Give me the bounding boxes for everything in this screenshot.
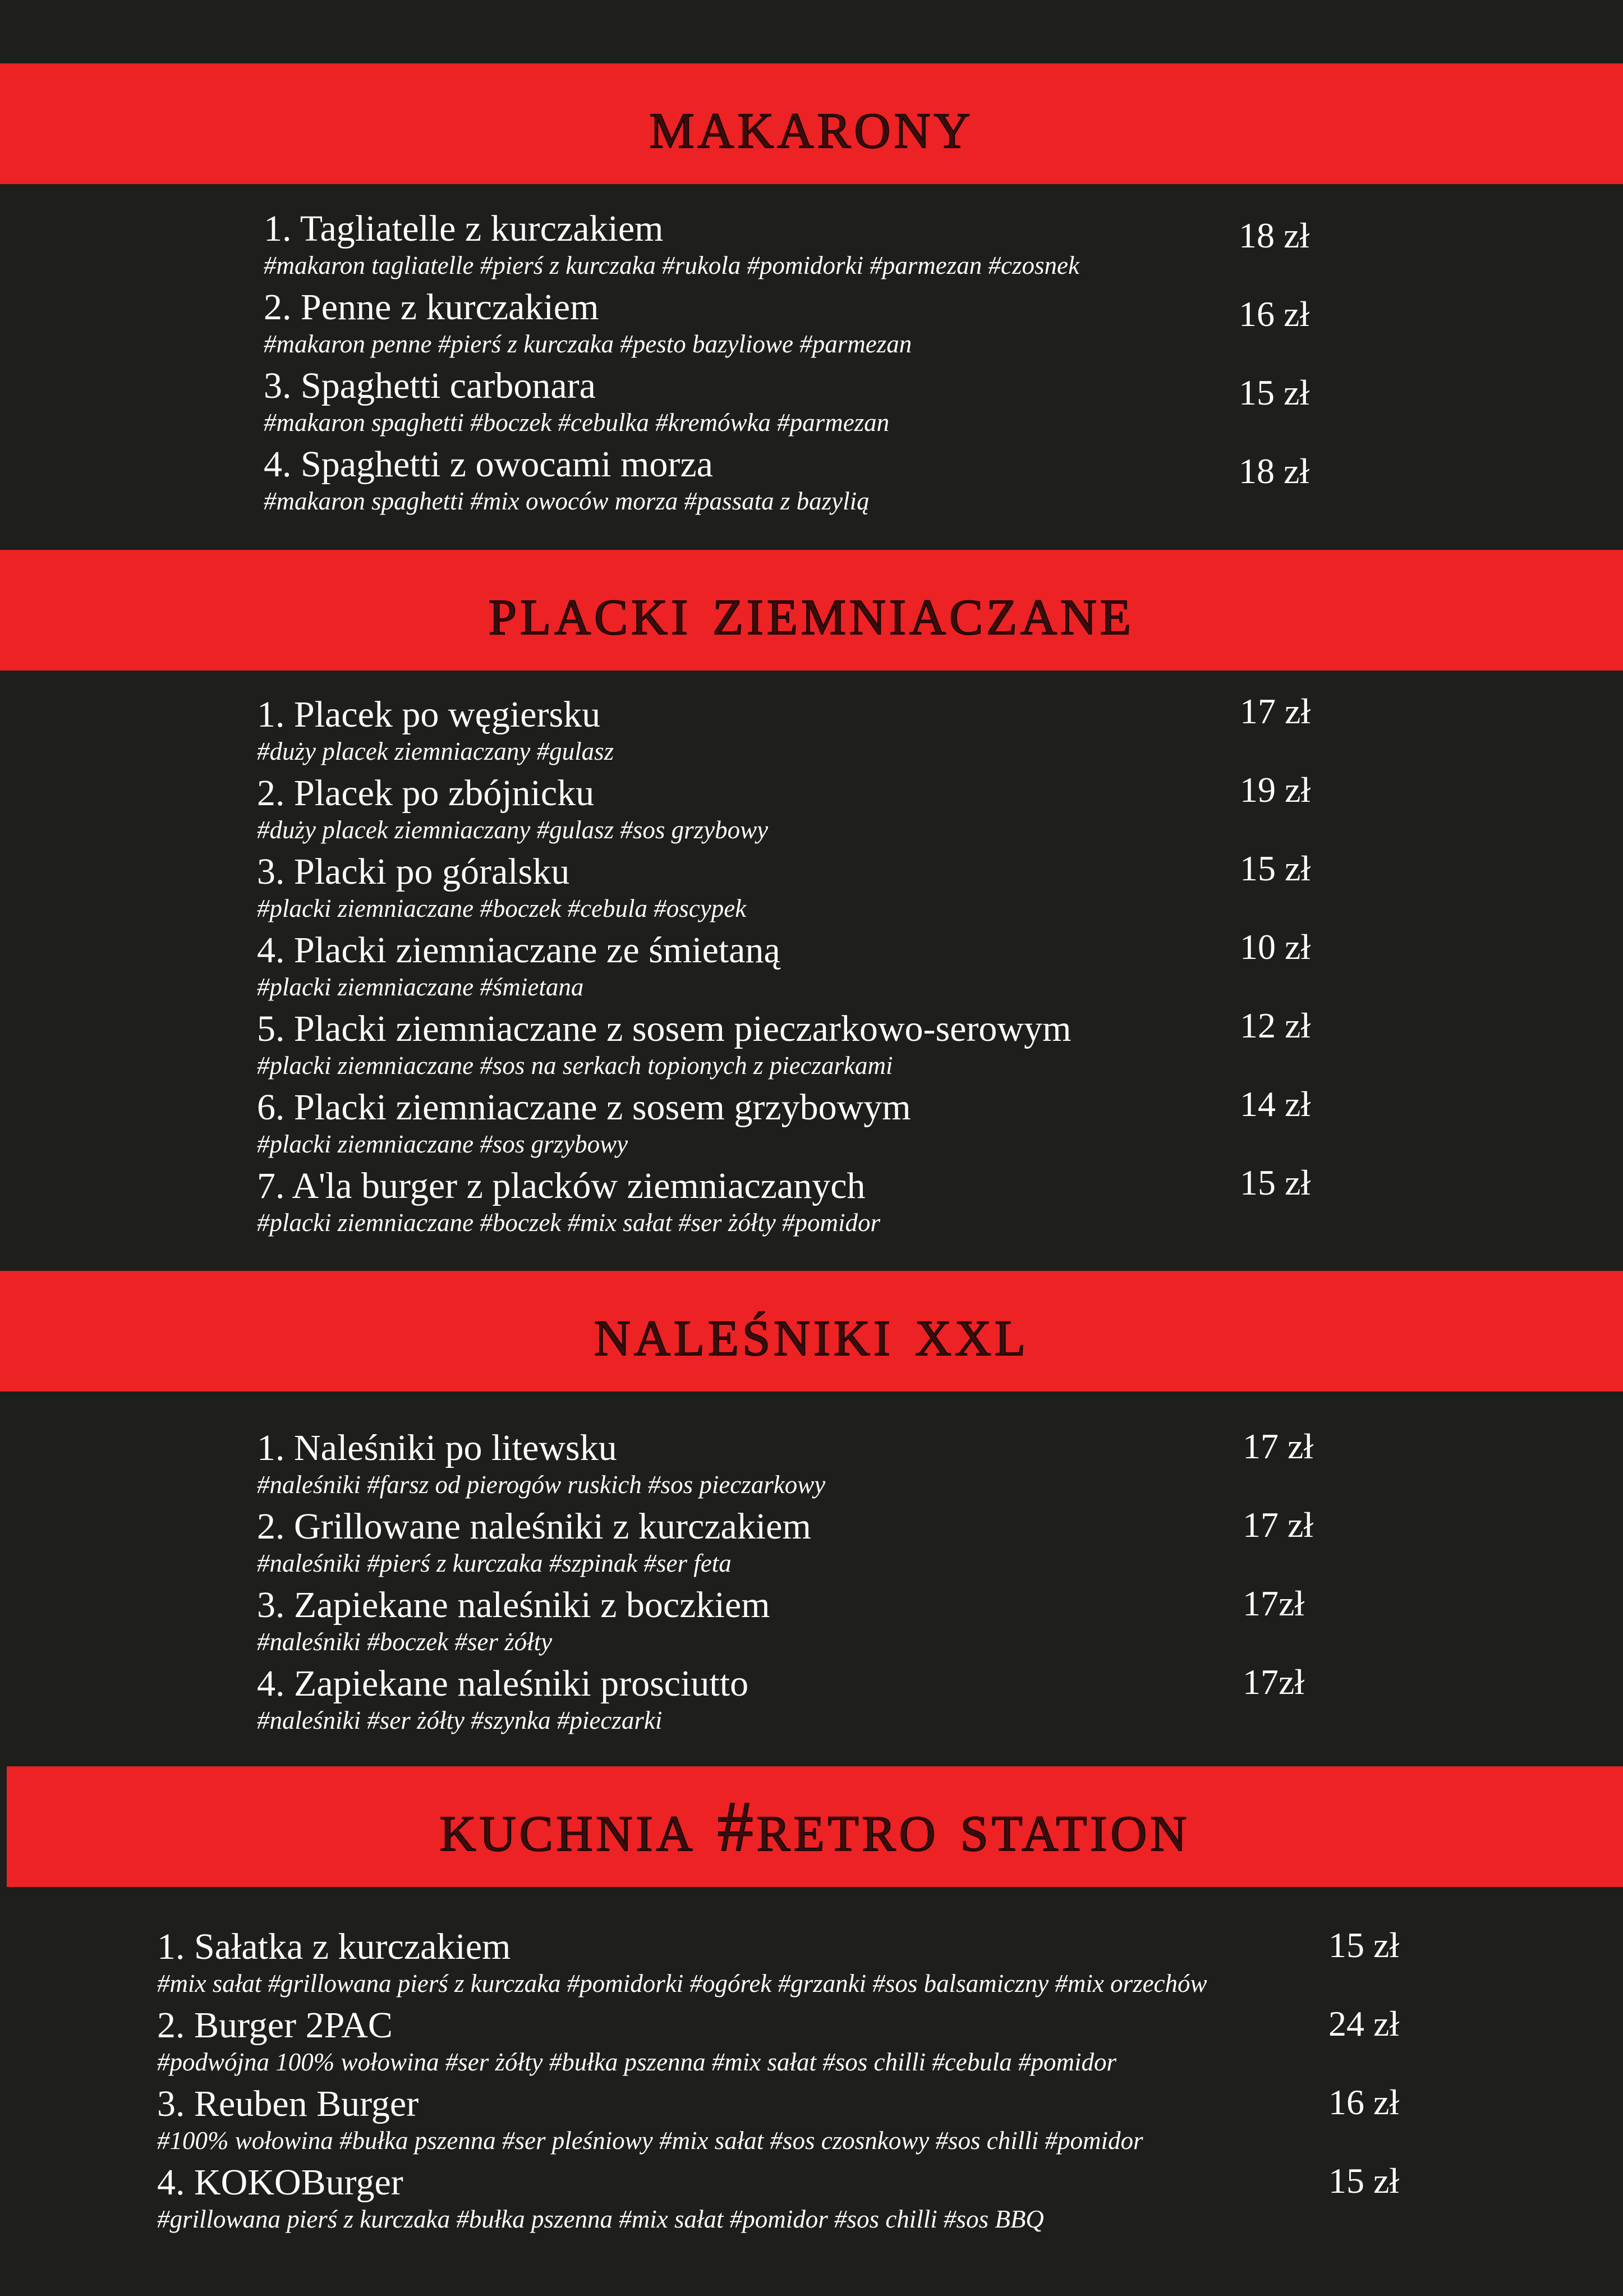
item-tags: #naleśniki #ser żółty #szynka #pieczarki [257,1706,663,1734]
item-tags: #podwójna 100% wołowina #ser żółty #bułka pszenna #mix sałat #sos chilli #cebula #pomidor [157,2048,1116,2076]
item-name: 3. Placki po góralsku [257,851,570,892]
section-banner-nalesniki [0,1271,1623,1392]
item-name: 5. Placki ziemniaczane z sosem pieczarkowo-serowym [257,1008,1072,1049]
item-tags: #100% wołowina #bułka pszenna #ser pleśniowy #mix sałat #sos czosnkowy #sos chilli #pomidor [157,2127,1143,2155]
menu-item [257,1584,1491,1657]
item-price: 24 zł [1328,2004,1400,2044]
item-tags: #placki ziemniaczane #sos grzybowy [257,1130,628,1158]
item-price: 10 zł [1240,927,1311,967]
item-price: 12 zł [1240,1005,1311,1045]
section-title: makarony [649,84,974,163]
section-title: placki ziemniaczane [489,570,1134,650]
item-price: 17zł [1243,1662,1305,1702]
item-name: 2. Burger 2PAC [157,2005,393,2046]
item-price: 15 zł [1328,2161,1400,2201]
item-name: 4. Spaghetti z owocami morza [264,444,713,485]
item-name: 1. Naleśniki po litewsku [257,1427,617,1468]
item-price: 15 zł [1240,1163,1311,1202]
menu-item [264,365,1498,438]
item-name: 3. Zapiekane naleśniki z boczkiem [257,1585,770,1625]
item-price: 18 zł [1239,451,1310,491]
section-title: kuchnia #retro station [439,1787,1190,1866]
section-title: naleśniki xxl [594,1291,1029,1371]
item-tags: #duży placek ziemniaczany #gulasz #sos grzybowy [257,816,769,844]
item-name: 1. Tagliatelle z kurczakiem [264,208,664,249]
section-banner-makarony [0,63,1623,184]
item-name: 3. Reuben Burger [157,2083,419,2124]
item-tags: #placki ziemniaczane #boczek #mix sałat #ser żółty #pomidor [257,1209,881,1237]
menu-item [264,208,1498,281]
item-tags: #placki ziemniaczane #sos na serkach topionych z pieczarkami [257,1051,893,1080]
item-tags: #naleśniki #farsz od pierogów ruskich #sos pieczarkowy [257,1471,826,1499]
item-tags: #makaron tagliatelle #pierś z kurczaka #rukola #pomidorki #parmezan #czosnek [264,251,1079,279]
item-name: 7. A'la burger z placków ziemniaczanych [257,1165,866,1206]
item-name: 4. Zapiekane naleśniki prosciutto [257,1663,749,1704]
item-price: 17zł [1243,1583,1305,1623]
item-price: 17 zł [1243,1426,1314,1466]
item-name: 2. Grillowane naleśniki z kurczakiem [257,1506,811,1547]
item-price: 15 zł [1240,848,1311,888]
item-price: 17 zł [1240,691,1311,731]
item-price: 15 zł [1239,373,1310,412]
menu-item [157,2083,1391,2156]
item-name: 6. Placki ziemniaczane z sosem grzybowym [257,1087,911,1128]
item-name: 2. Penne z kurczakiem [264,287,599,328]
menu-item [257,1663,1491,1735]
item-name: 4. KOKOBurger [157,2162,403,2203]
item-price: 15 zł [1328,1925,1400,1965]
item-tags: #makaron spaghetti #mix owoców morza #passata z bazylią [264,487,870,515]
item-name: 3. Spaghetti carbonara [264,365,596,406]
item-tags: #naleśniki #boczek #ser żółty [257,1628,553,1656]
item-tags: #mix sałat #grillowana pierś z kurczaka #pomidorki #ogórek #grzanki #sos balsamiczny #mix orzechów [157,1969,1207,1997]
section-banner-kuchnia [7,1766,1623,1887]
menu-item [264,286,1498,359]
item-price: 18 zł [1239,215,1310,255]
item-tags: #placki ziemniaczane #śmietana [257,973,584,1001]
item-tags: #naleśniki #pierś z kurczaka #szpinak #ser feta [257,1549,732,1577]
item-name: 2. Placek po zbójnicku [257,773,595,814]
item-name: 4. Placki ziemniaczane ze śmietaną [257,930,780,971]
menu-item [157,1926,1391,1999]
menu-item [264,443,1498,516]
item-price: 17 zł [1243,1505,1314,1545]
item-price: 16 zł [1239,294,1310,334]
item-tags: #makaron spaghetti #boczek #cebulka #kremówka #parmezan [264,408,890,437]
item-price: 16 zł [1328,2082,1400,2122]
menu-item [157,2161,1391,2234]
item-name: 1. Placek po węgiersku [257,694,601,735]
item-name: 1. Sałatka z kurczakiem [157,1926,511,1967]
item-tags: #duży placek ziemniaczany #gulasz [257,737,614,765]
item-tags: #grillowana pierś z kurczaka #bułka pszenna #mix sałat #pomidor #sos chilli #sos BBQ [157,2205,1044,2233]
item-price: 14 zł [1240,1084,1311,1124]
item-price: 19 zł [1240,770,1311,810]
section-banner-placki [0,550,1623,671]
menu-item [157,2004,1391,2077]
item-tags: #placki ziemniaczane #boczek #cebula #oscypek [257,894,747,922]
item-tags: #makaron penne #pierś z kurczaka #pesto bazyliowe #parmezan [264,330,912,358]
